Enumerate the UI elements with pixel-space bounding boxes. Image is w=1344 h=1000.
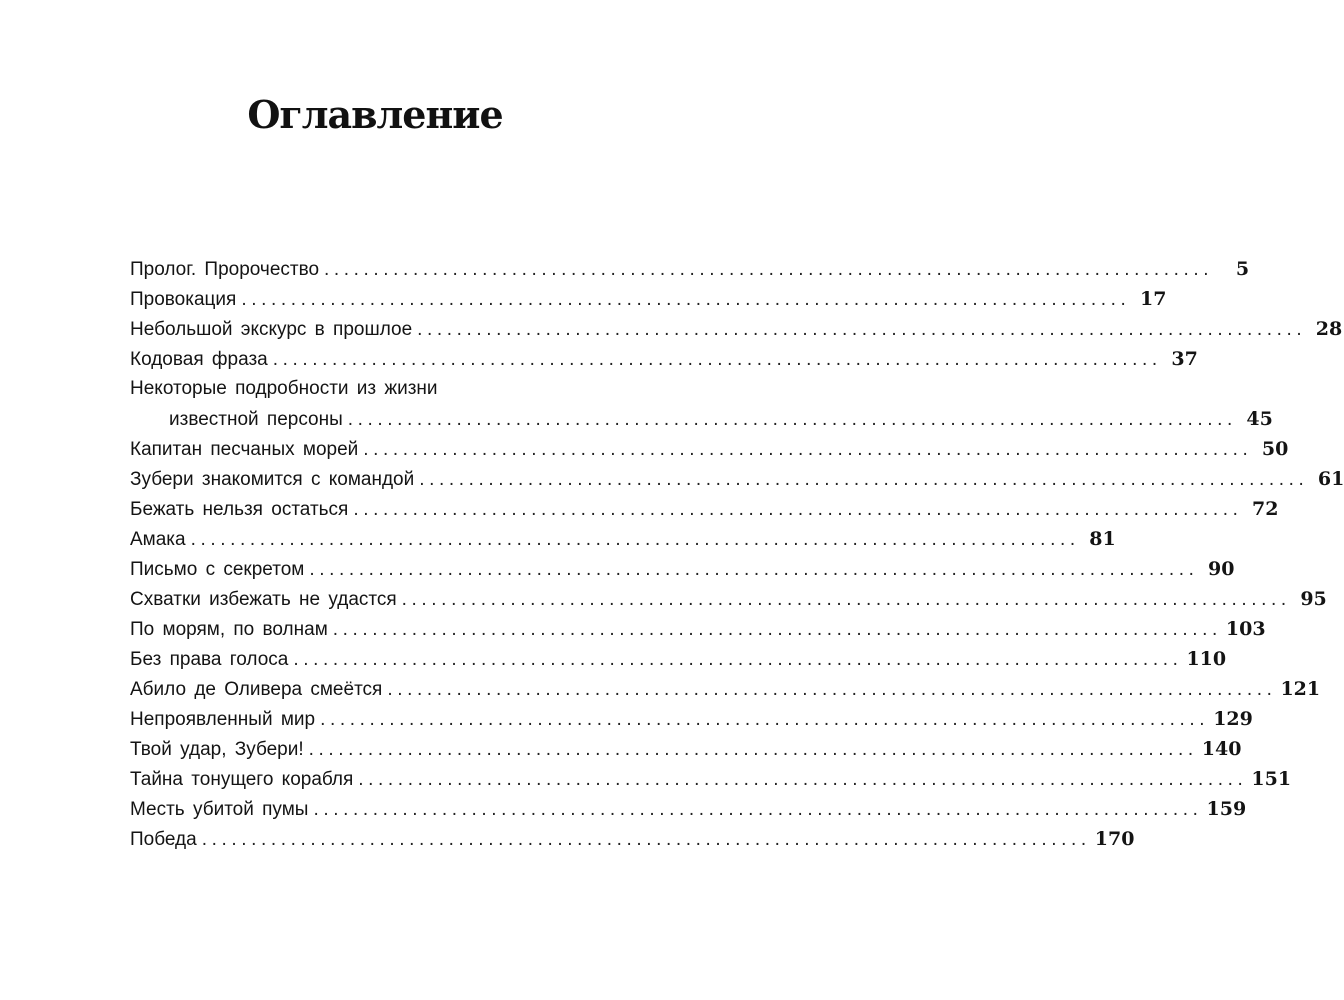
dot-leader: .......................................................................................... [419,469,1309,490]
dot-leader: .......................................................................................... [241,289,1131,310]
toc-entry-continuation [130,404,1273,434]
toc-entry-page: 95 [1300,588,1327,610]
toc-entry-page: 37 [1171,348,1198,370]
dot-leader: .......................................................................................... [308,739,1198,760]
dot-leader: .......................................................................................... [324,259,1214,280]
toc-entry [130,314,1343,344]
toc-entry-page: 81 [1089,528,1116,550]
toc-entry-title: Бежать нельзя остаться [130,499,349,520]
toc-entry-page: 151 [1251,768,1292,790]
toc-entry-title: Небольшой экскурс в прошлое [130,319,413,340]
toc-entry [130,614,1266,644]
toc-entry-title: Пролог. Пророчество [130,259,320,280]
toc-entry-title: По морям, по волнам [130,619,328,640]
page-title: Оглавление [247,92,503,137]
dot-leader: .......................................................................................... [347,409,1237,430]
toc-entry-page: 50 [1261,438,1289,460]
toc-entry-page: 17 [1139,288,1167,310]
dot-leader: .......................................................................................... [190,529,1080,550]
toc-entry-page: 28 [1315,318,1343,340]
toc-entry-title: Абило де Оливера смеётся [130,679,383,700]
toc-entry-page: 121 [1280,678,1321,700]
toc-entry-title: Капитан песчаных морей [130,439,359,460]
toc-entry [130,794,1247,824]
toc-entry-title: Тайна тонущего корабля [130,769,354,790]
toc-entry [130,524,1116,554]
toc-entry-page: 159 [1206,798,1247,820]
toc-entry-page: 5 [1235,258,1250,280]
dot-leader: .......................................................................................... [353,499,1243,520]
toc-entry-page: 61 [1317,468,1344,490]
dot-leader: .......................................................................................... [320,709,1210,730]
toc-entry [130,284,1167,314]
toc-entry-page: 170 [1094,828,1135,850]
toc-entry [130,584,1327,614]
toc-entry-title: Кодовая фраза [130,349,268,370]
toc-entry-first-line [130,374,638,404]
dot-leader: .......................................................................................... [363,439,1253,460]
toc-entry-page: 90 [1208,558,1235,580]
toc-entry-page: 129 [1213,708,1253,730]
toc-entry-title: Непроявленный мир [130,709,316,730]
toc-entry [130,734,1242,764]
dot-leader: .......................................................................................... [309,559,1199,580]
toc-entry-page: 110 [1186,648,1227,670]
toc-entry [130,554,1235,584]
toc-entry-title: Зубери знакомится с командой [130,469,415,490]
toc-entry [130,494,1279,524]
dot-leader: .......................................................................................... [201,829,1091,850]
toc-entry-title: Победа [130,829,197,850]
toc-entry-title: Схватки избежать не удастся [130,589,397,610]
toc-entry-title: Провокация [130,289,237,310]
toc-entry-title: Твой удар, Зубери! [130,739,304,760]
toc-entry [130,344,1198,374]
dot-leader: .......................................................................................... [332,619,1222,640]
toc-entry-title: Месть убитой пумы [130,799,309,820]
toc-entry-page: 103 [1225,618,1266,640]
dot-leader: .......................................................................................... [313,799,1203,820]
toc-entry [130,464,1344,494]
dot-leader: .......................................................................................... [358,769,1248,790]
toc-entry-title: известной персоны [169,409,343,430]
toc-entry-page: 140 [1201,738,1242,760]
toc-entry [130,674,1321,704]
toc-entry-title: Письмо с секретом [130,559,305,580]
toc-entry-page: 72 [1252,498,1279,520]
dot-leader: .......................................................................................... [272,349,1162,370]
toc-entry-title: Некоторые подробности из жизни [130,378,438,399]
toc-entry [130,644,1227,674]
dot-leader: .......................................................................................... [417,319,1307,340]
toc-entry [130,764,1292,794]
table-of-contents [130,254,1344,854]
dot-leader: .......................................................................................... [401,589,1291,610]
toc-entry [130,824,1135,854]
toc-entry-title: Без права голоса [130,649,289,670]
toc-entry-page: 45 [1246,408,1273,430]
toc-entry [130,434,1289,464]
toc-entry-title: Амака [130,529,186,550]
toc-entry [130,704,1253,734]
dot-leader: .......................................................................................... [293,649,1183,670]
toc-entry [130,254,1250,284]
dot-leader: .......................................................................................... [387,679,1277,700]
